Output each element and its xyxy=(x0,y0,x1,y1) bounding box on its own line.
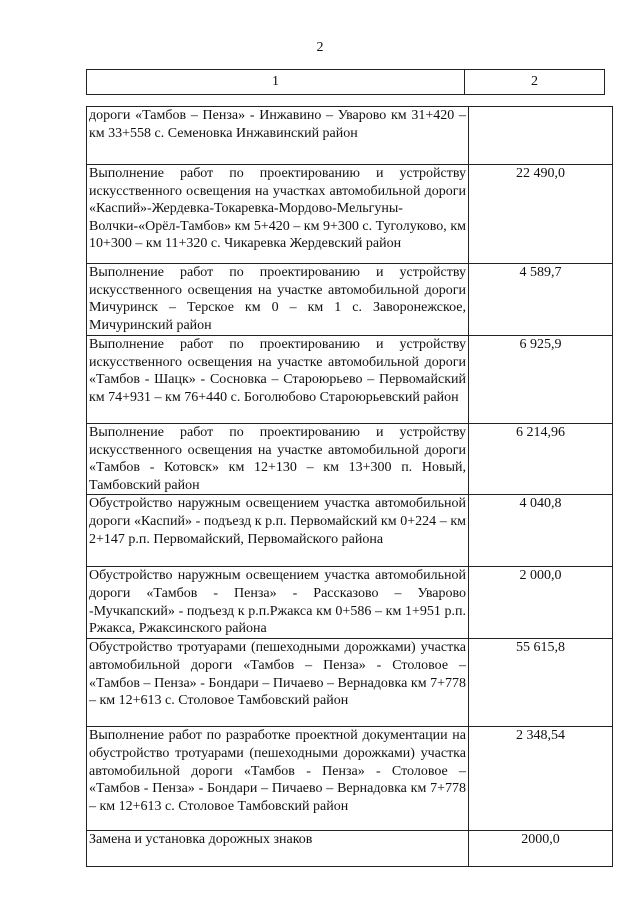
row-description: Выполнение работ по разработке проектной документации на обустройство тротуарами (пешеходными дорожками) участка автомобильной дороги «Тамбов - Пенза» - Столовое – «Тамбов - Пенза» - Бондари – Пичаево – Вернадовка км 7+778 – км 12+613 с. Столовое Тамбовский район xyxy=(87,727,469,831)
header-col-1: 1 xyxy=(87,70,465,95)
table-row xyxy=(87,107,613,165)
row-description: Обустройство наружным освещением участка автомобильной дороги «Тамбов - Пенза» - Рассказово – Уварово -Мучкапский» - подъезд к р.п.Ржакса км 0+586 – км 1+951 р.п. Ржакса, Ржаксинского района xyxy=(87,567,469,639)
column-header-table xyxy=(86,69,605,95)
row-amount xyxy=(469,107,613,165)
row-amount: 6 925,9 xyxy=(469,336,613,424)
row-amount: 6 214,96 xyxy=(469,424,613,495)
row-amount: 4 040,8 xyxy=(469,495,613,567)
table-row xyxy=(87,495,613,567)
row-amount: 4 589,7 xyxy=(469,264,613,336)
row-amount: 22 490,0 xyxy=(469,165,613,264)
header-row xyxy=(87,70,605,95)
works-table xyxy=(86,106,613,867)
page-number: 2 xyxy=(316,40,324,55)
row-amount: 2000,0 xyxy=(469,831,613,867)
row-description: дороги «Тамбов – Пенза» - Инжавино – Уварово км 31+420 – км 33+558 с. Семеновка Инжавинский район xyxy=(87,107,469,165)
table-row xyxy=(87,264,613,336)
row-amount: 2 000,0 xyxy=(469,567,613,639)
header-col-2: 2 xyxy=(465,70,605,95)
row-amount: 2 348,54 xyxy=(469,727,613,831)
table-row xyxy=(87,336,613,424)
row-description: Обустройство тротуарами (пешеходными дорожками) участка автомобильной дороги «Тамбов – Пенза» - Столовое – «Тамбов – Пенза» - Бондари – Пичаево – Вернадовка км 7+778 – км 12+613 с. Столовое Тамбовский район xyxy=(87,639,469,727)
row-description: Обустройство наружным освещением участка автомобильной дороги «Каспий» - подъезд к р.п. Первомайский км 0+224 – км 2+147 р.п. Первомайский, Первомайского района xyxy=(87,495,469,567)
row-description: Выполнение работ по проектированию и устройству искусственного освещения на участке автомобильной дороги «Тамбов - Шацк» - Сосновка – Староюрьево – Первомайский км 74+931 – км 76+440 с. Боголюбово Староюрьевский район xyxy=(87,336,469,424)
table-row xyxy=(87,424,613,495)
table-row xyxy=(87,165,613,264)
row-description: Выполнение работ по проектированию и устройству искусственного освещения на участке автомобильной дороги «Тамбов - Котовск» км 12+130 – км 13+300 п. Новый, Тамбовский район xyxy=(87,424,469,495)
table-row xyxy=(87,639,613,727)
table-row xyxy=(87,727,613,831)
row-description: Выполнение работ по проектированию и устройству искусственного освещения на участках автомобильной дороги «Каспий»-Жердевка-Токаревка-Мордово-Мельгуны-Волчки-«Орёл-Тамбов» км 5+420 – км 9+300 с. Туголуково, км 10+300 – км 11+320 с. Чикаревка Жердевский район xyxy=(87,165,469,264)
table-row xyxy=(87,567,613,639)
row-description: Выполнение работ по проектированию и устройству искусственного освещения на участке автомобильной дороги Мичуринск – Терское км 0 – км 1 с. Заворонежское, Мичуринский район xyxy=(87,264,469,336)
table-row xyxy=(87,831,613,867)
row-amount: 55 615,8 xyxy=(469,639,613,727)
row-description: Замена и установка дорожных знаков xyxy=(87,831,469,867)
